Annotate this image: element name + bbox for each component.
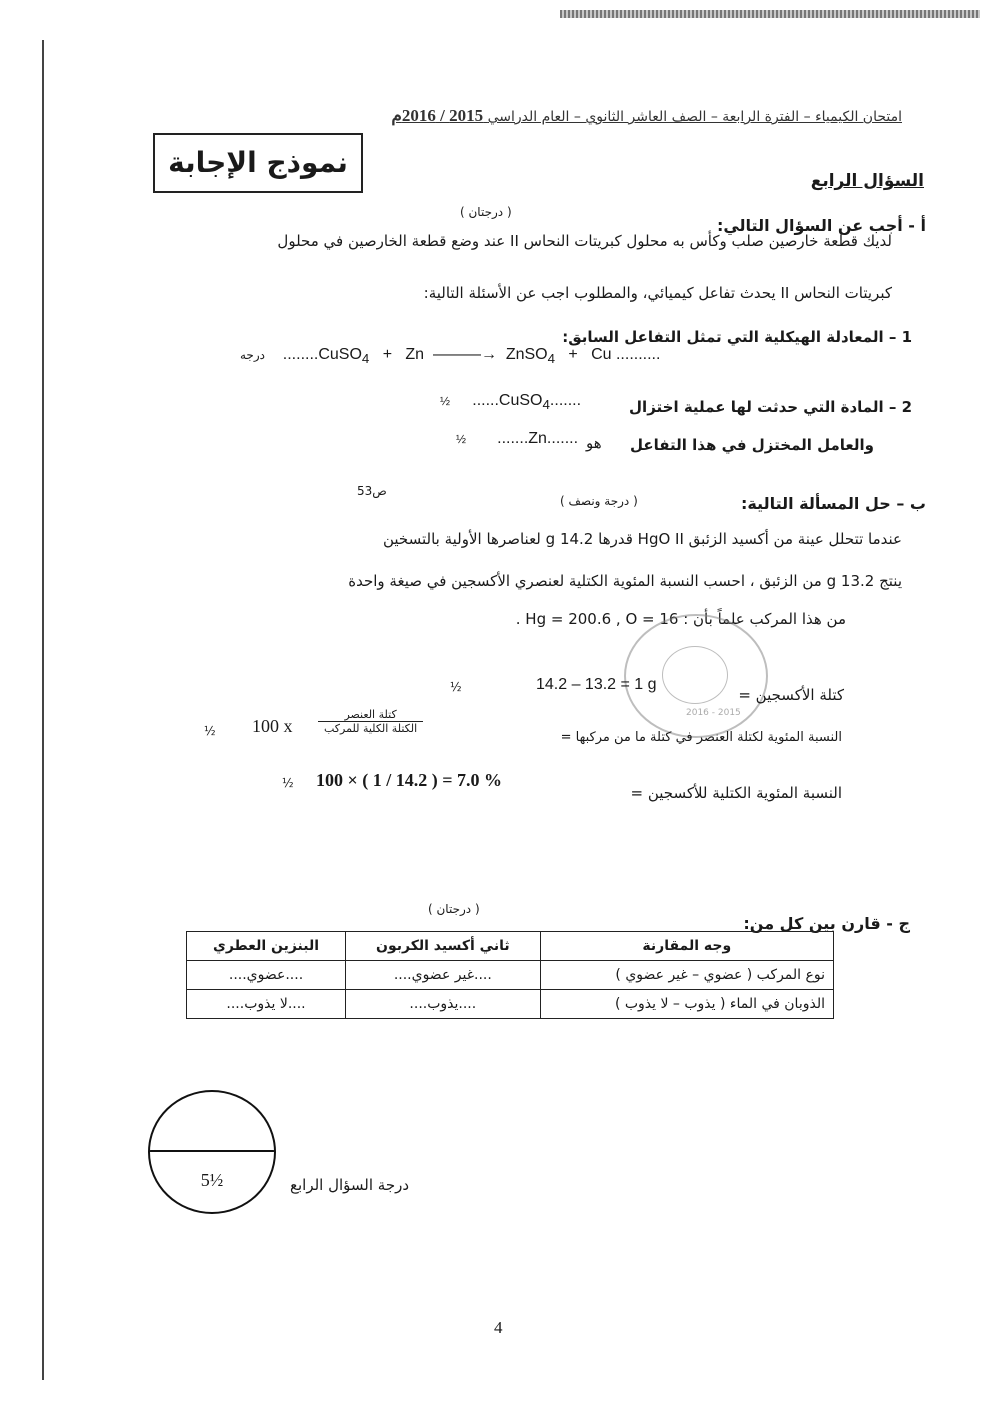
header-co2: ثاني أكسيد الكربون [346, 932, 541, 961]
skeleton-equation [240, 346, 660, 366]
part-c-label: ج - قارن بين كل من: [743, 914, 910, 933]
eq-reactant-cuso4: ........CuSO [282, 346, 362, 363]
score-circle [148, 1090, 276, 1214]
eq-plus-2: + [568, 346, 578, 363]
scan-top-border [560, 10, 980, 18]
eq-product-znso4: ZnSO [505, 346, 548, 363]
part-b-marks: ( درجة ونصف ) [560, 494, 638, 508]
part-a-label: أ - أجب عن السؤال التالي: [716, 216, 926, 235]
row2-criterion: الذوبان في الماء ( يذوب – لا يذوب ) [540, 990, 833, 1019]
row1-co2: ....غير عضوي.... [346, 961, 541, 990]
row2-benzene: ....لا يذوب.... [187, 990, 346, 1019]
calc3-label: النسبة المئوية الكتلية للأكسجين = [630, 784, 842, 802]
percent-formula-fraction [318, 708, 423, 735]
part-a-marks: ( درجتان ) [460, 205, 512, 219]
comparison-table [186, 931, 834, 1019]
calc2-value: 100 x [252, 716, 293, 736]
table-row [187, 990, 834, 1019]
q3-mark: ½ [456, 432, 467, 446]
comparison-header-row [187, 932, 834, 961]
eq-reactant-zn: Zn [405, 346, 425, 363]
exam-header [391, 106, 902, 126]
calc3-value: 100 × ( 1 / 14.2 ) = 7.0 % [316, 770, 503, 790]
fraction-denominator: الكتلة الكلية للمركب [324, 722, 418, 735]
part-c-marks: ( درجتان ) [428, 902, 480, 916]
calc1-value: 14.2 – 13.2 = 1 g [536, 676, 657, 693]
q3-word: هو [586, 434, 602, 452]
eq-sub-4: 4 [361, 351, 370, 367]
q2-answer [440, 392, 581, 412]
calc2-label: النسبة المئوية لكتلة العنصر في كتلة ما من مركبها = [560, 730, 842, 745]
exam-header-year: 2015 / 2016م [391, 106, 484, 125]
header-criterion: وجه المقارنة [540, 932, 833, 961]
part-a-line1: لديك قطعة خارصين صلب وكأس به محلول كبريتات النحاس II عند وضع قطعة الخارصين في محلول [277, 232, 892, 250]
question-title: السؤال الرابع [810, 171, 924, 191]
stamp-inner-ring [662, 646, 728, 704]
calc1-mark: ½ [450, 680, 462, 694]
eq-product-cu: Cu .......... [591, 346, 661, 363]
fraction-numerator: كتلة العنصر [318, 708, 423, 722]
score-divider [150, 1150, 274, 1152]
q2-sub-4: 4 [542, 397, 550, 413]
q2-mark: ½ [440, 394, 451, 408]
score-label: درجة السؤال الرابع [290, 1176, 410, 1194]
page-number: 4 [494, 1318, 503, 1337]
row1-benzene: ....عضوي.... [187, 961, 346, 990]
stamp-text: 2016 - 2015 [686, 708, 741, 718]
part-b-line3: من هذا المركب علماً بأن : Hg = 200.6 , O = 16 . [515, 610, 846, 628]
exam-header-text: امتحان الكيمياء – الفترة الرابعة – الصف العاشر الثانوي – العام الدراسي [487, 109, 902, 125]
part-a-q3: والعامل المختزل في هذا التفاعل [629, 436, 874, 454]
score-value: 5½ [200, 1170, 224, 1190]
eq-arrow: ———→ [432, 346, 497, 363]
q2-answer-text: ......CuSO [472, 392, 543, 409]
header-benzene: البنزين العطري [187, 932, 346, 961]
part-a-line2: كبريتات النحاس II يحدث تفاعل كيميائي، والمطلوب اجب عن الأسئلة التالية: [423, 284, 892, 302]
table-row [187, 961, 834, 990]
eq-plus-1: + [382, 346, 393, 363]
q3-answer: .......Zn....... [497, 430, 579, 447]
answer-model-box: نموذج الإجابة [153, 133, 363, 193]
row1-criterion: نوع المركب ( عضوي – غير عضوي ) [540, 961, 833, 990]
q3-answer-row [456, 430, 578, 448]
q2-answer-tail: ....... [549, 392, 582, 409]
calc3-mark: ½ [282, 776, 294, 790]
eq-sub-4b: 4 [547, 351, 556, 367]
scan-left-margin-line [42, 40, 44, 1380]
equation-mark: درجه [240, 348, 265, 362]
calc1-label: كتلة الأكسجين = [738, 686, 844, 704]
part-b-label: ب – حل المسألة التالية: [740, 494, 926, 513]
calc2-mark: ½ [204, 724, 216, 738]
part-a-q2: 2 – المادة التي حدثت لها عملية اختزال [629, 398, 912, 416]
part-b-line2: ينتج 13.2 g من الزئبق ، احسب النسبة المئوية الكتلية لعنصري الأكسجين في صيغة واحدة [348, 572, 902, 590]
row2-co2: ....يذوب.... [346, 990, 541, 1019]
page-reference: ص53 [357, 484, 387, 498]
part-a-q1: 1 – المعادلة الهيكلية التي تمثل التفاعل السابق: [562, 328, 912, 346]
part-b-line1: عندما تتحلل عينة من أكسيد الزئبق HgO II قدرها 14.2 g لعناصرها الأولية بالتسخين [382, 530, 902, 548]
